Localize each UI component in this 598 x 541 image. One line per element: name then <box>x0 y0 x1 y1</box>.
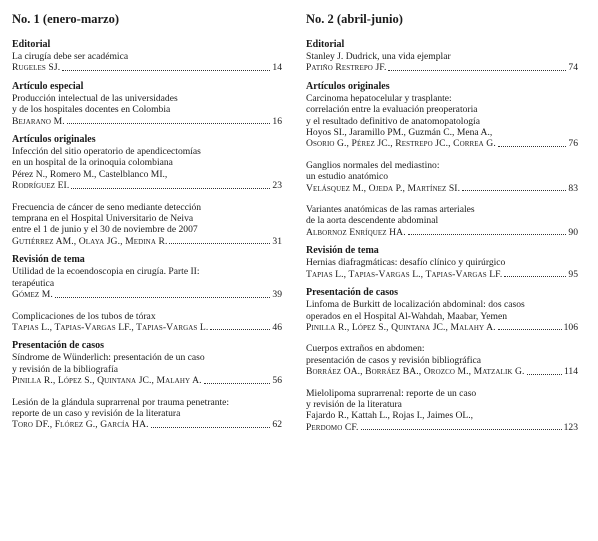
author-line <box>306 322 578 333</box>
section-heading: Editorial <box>306 39 345 50</box>
entry-text-line: Variantes anatómicas de las ramas arteriales <box>306 204 475 216</box>
entry-text-line: entre el 1 de junio y el 30 de noviembre de 2007 <box>12 224 198 236</box>
entry-authors: Velásquez M., Ojeda P., Martínez SI. <box>306 182 461 194</box>
section-heading: Artículos originales <box>12 134 96 146</box>
entry-text-line: Mielolipoma suprarrenal: reporte de un caso <box>306 387 477 399</box>
dot-leader <box>408 234 567 235</box>
dot-leader <box>388 70 566 71</box>
toc-column-left <box>12 12 282 437</box>
toc-entry[interactable] <box>12 93 282 127</box>
dot-leader <box>361 429 562 430</box>
entry-text-line: Utilidad de la ecoendoscopia en cirugía. Parte II: <box>12 266 200 278</box>
author-line <box>306 366 578 377</box>
author-line <box>12 322 282 333</box>
dot-leader <box>498 146 567 147</box>
entry-authors: Tapias L., Tapias-Vargas L., Tapias-Vargas LF. <box>306 268 503 280</box>
entry-authors: Patiño Restrepo JF. <box>306 62 387 74</box>
author-line <box>12 116 282 127</box>
page-number: 74 <box>568 62 578 74</box>
toc-entry[interactable] <box>306 257 578 280</box>
entry-authors: Perdomo CF. <box>306 421 359 433</box>
entry-authors: Albornoz Enríquez HA. <box>306 226 406 238</box>
entry-text-line: presentación de casos y revisión bibliográfica <box>306 354 482 366</box>
entry-text-line: Producción intelectual de las universidades <box>12 92 178 104</box>
entry-authors: Borráez OA., Borráez BA., Orozco M., Matzalik G. <box>306 366 525 378</box>
entry-authors: Tapias L., Tapias-Vargas LF., Tapias-Vargas L. <box>12 321 209 333</box>
toc-entry[interactable] <box>306 343 578 377</box>
section-heading: Editorial <box>12 39 51 50</box>
toc-entry[interactable] <box>12 146 282 192</box>
author-line <box>306 183 578 194</box>
author-line <box>12 180 282 191</box>
entry-text-line: un estudio anatómico <box>306 171 389 183</box>
toc-entry[interactable] <box>306 160 578 194</box>
entry-text-line: correlación entre la evaluación preoperatoria <box>306 104 478 116</box>
entry-authors: Rugeles SJ. <box>12 62 61 74</box>
entry-text-line: temprana en el Hospital Universitario de Neiva <box>12 213 194 225</box>
entry-text-line: Lesión de la glándula suprarrenal por trauma penetrante: <box>12 396 230 408</box>
entry-text-line: Fajardo R., Kattah L., Rojas I., Jaimes OL., <box>306 410 474 422</box>
dot-leader <box>504 276 566 277</box>
entry-text-line: reporte de un caso y revisión de la literatura <box>12 407 181 419</box>
section-heading: Presentación de casos <box>12 340 105 352</box>
entry-text-line: y el resultado definitivo de anatomopatología <box>306 115 480 127</box>
dot-leader <box>71 188 270 189</box>
entry-authors: Gómez M. <box>12 289 53 301</box>
entry-text-line: Complicaciones de los tubos de tórax <box>12 310 156 322</box>
dot-leader <box>62 70 270 71</box>
entry-authors: Bejarano M. <box>12 115 65 127</box>
dot-leader <box>462 190 566 191</box>
page-number: 76 <box>568 138 578 150</box>
dot-leader <box>527 374 562 375</box>
entry-text-line: Ganglios normales del mediastino: <box>306 159 440 171</box>
page-number: 95 <box>568 268 578 280</box>
entry-authors: Osorio G., Pérez JC., Restrepo JC., Correa G. <box>306 138 496 150</box>
page-number: 14 <box>272 62 282 74</box>
entry-text-line: Pérez N., Romero M., Castelblanco MI., <box>12 168 168 180</box>
author-line <box>306 227 578 238</box>
entry-authors: Pinilla R., López S., Quintana JC., Malahy A. <box>12 375 202 387</box>
page-number: 114 <box>563 366 578 378</box>
toc-entry[interactable] <box>306 299 578 333</box>
dot-leader <box>55 297 271 298</box>
dot-leader <box>151 427 271 428</box>
toc-entry[interactable] <box>12 352 282 386</box>
entry-authors: Gutiérrez AM., Olaya JG., Medina R. <box>12 235 168 247</box>
author-line <box>306 62 578 73</box>
entry-text-line: Frecuencia de cáncer de seno mediante detección <box>12 201 202 213</box>
author-line <box>306 138 578 149</box>
dot-leader <box>67 123 271 124</box>
page-number: 23 <box>272 180 282 192</box>
entry-text-line: y de los hospitales docentes en Colombia <box>12 104 171 116</box>
page-number: 83 <box>568 182 578 194</box>
entry-text-line: terapéutica <box>12 277 55 289</box>
dot-leader <box>498 329 562 330</box>
entry-text-line: Cuerpos extraños en abdomen: <box>306 343 425 355</box>
entry-text-line: Hernias diafragmáticas: desafío clínico y quirúrgico <box>306 257 506 269</box>
author-line <box>306 269 578 280</box>
entry-text-line: Linfoma de Burkitt de localización abdominal: dos casos <box>306 299 525 311</box>
issue-title: No. 2 (abril-junio) <box>306 12 403 26</box>
page-number: 106 <box>563 321 578 333</box>
author-line <box>12 62 282 73</box>
entry-text-line: y revisión de la bibliografía <box>12 363 119 375</box>
toc-entry[interactable] <box>12 397 282 431</box>
author-line <box>306 422 578 433</box>
section-heading: Revisión de tema <box>306 245 379 257</box>
entry-authors: Rodríguez EI. <box>12 180 70 192</box>
entry-authors: Pinilla R., López S., Quintana JC., Malahy A. <box>306 321 496 333</box>
entry-text-line: Síndrome de Wünderlich: presentación de un caso <box>12 352 205 364</box>
dot-leader <box>210 329 270 330</box>
dot-leader <box>169 243 270 244</box>
entry-text-line: en un hospital de la orinoquia colombiana <box>12 157 173 169</box>
entry-text-line: Carcinoma hepatocelular y trasplante: <box>306 92 452 104</box>
page-number: 39 <box>272 289 282 301</box>
toc-entry[interactable] <box>12 311 282 334</box>
page-number: 31 <box>272 235 282 247</box>
entry-text-line: y revisión de la literatura <box>306 398 402 410</box>
entry-authors: Toro DF., Flórez G., García HA. <box>12 419 149 431</box>
entry-text-line: operados en el Hospital Al-Wahdah, Maabar, Yemen <box>306 310 508 322</box>
toc-entries <box>306 39 578 433</box>
toc-entry[interactable] <box>12 266 282 300</box>
entry-text-line: Stanley J. Dudrick, una vida ejemplar <box>306 51 451 62</box>
toc-entry[interactable] <box>12 202 282 248</box>
entry-text-line: de la aorta descendente abdominal <box>306 215 439 227</box>
author-line <box>12 289 282 300</box>
page-number: 46 <box>272 321 282 333</box>
toc-entry[interactable] <box>306 204 578 238</box>
page-number: 90 <box>568 226 578 238</box>
section-heading: Presentación de casos <box>306 287 399 299</box>
toc-entry[interactable] <box>12 51 282 74</box>
page-number: 123 <box>563 421 578 433</box>
toc-column-right <box>306 12 578 439</box>
section-heading: Artículos originales <box>306 80 390 92</box>
toc-entries <box>12 39 282 431</box>
author-line <box>12 375 282 386</box>
dot-leader <box>204 383 271 384</box>
toc-entry[interactable] <box>306 93 578 150</box>
entry-text-line: La cirugía debe ser académica <box>12 51 129 62</box>
section-heading: Artículo especial <box>12 80 84 92</box>
page-number: 56 <box>272 375 282 387</box>
entry-text-line: Infección del sitio operatorio de apendicectomías <box>12 146 201 158</box>
toc-entry[interactable] <box>306 51 578 74</box>
entry-text-line: Hoyos SI., Jaramillo PM., Guzmán C., Mena A., <box>306 127 493 139</box>
section-heading: Revisión de tema <box>12 254 85 266</box>
page-number: 62 <box>272 419 282 431</box>
page-number: 16 <box>272 115 282 127</box>
author-line <box>12 419 282 430</box>
author-line <box>12 236 282 247</box>
toc-entry[interactable] <box>306 388 578 434</box>
issue-title: No. 1 (enero-marzo) <box>12 12 120 26</box>
